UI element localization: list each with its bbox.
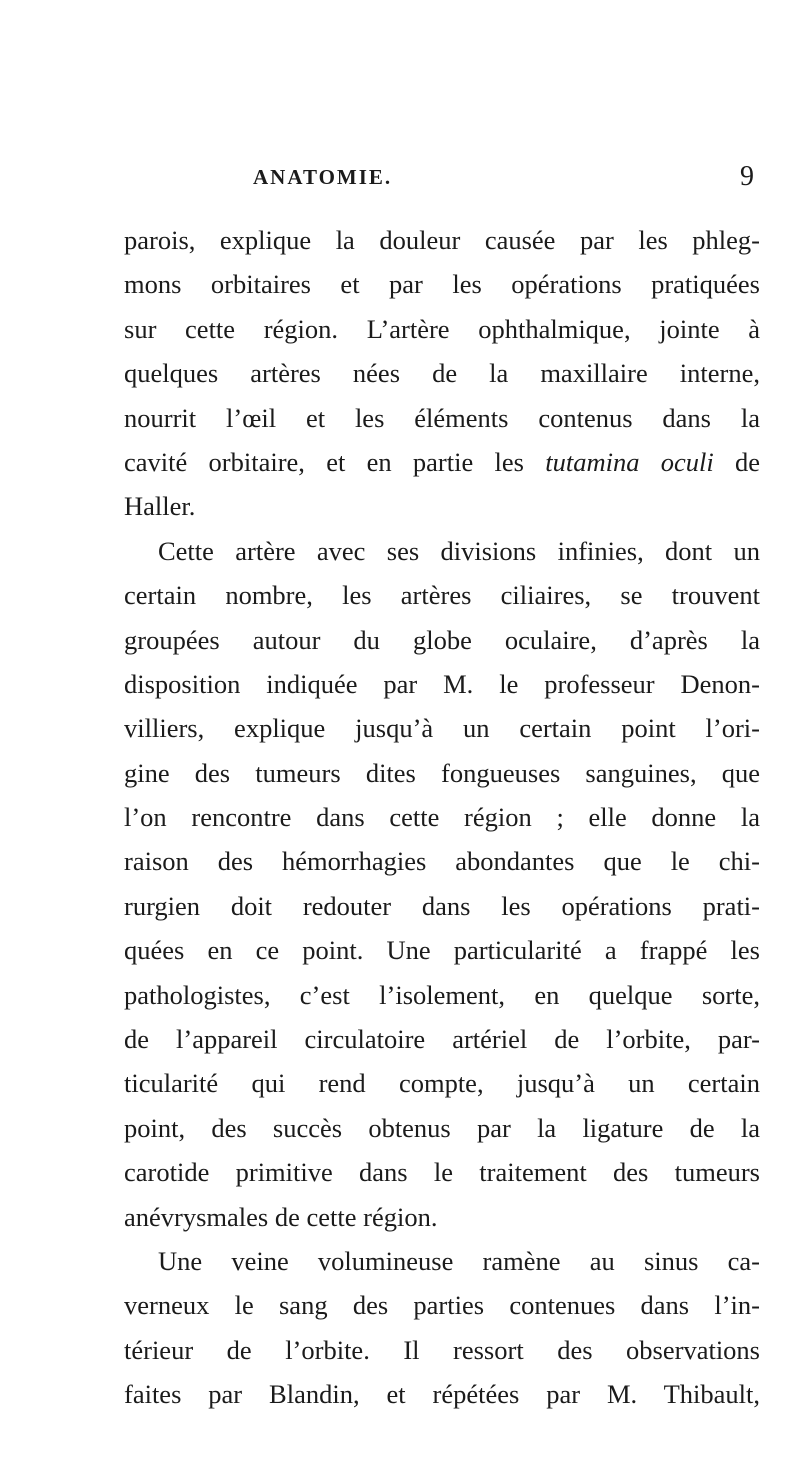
text-line: parois, explique la douleur causée par les phleg- xyxy=(124,225,760,255)
text-segment: de xyxy=(713,446,761,477)
text-line: rurgien doit redouter dans les opérations prati- xyxy=(124,890,760,921)
text-line: sur cette région. L’artère ophthalmique, jointe à xyxy=(124,313,760,344)
text-line: groupées autour du globe oculaire, d’après la xyxy=(124,624,760,655)
text-line: ticularité qui rend compte, jusqu’à un certain xyxy=(124,1068,760,1099)
text-line: nourrit l’œil et les éléments contenus dans la xyxy=(124,402,760,433)
text-line: raison des hémorrhagies abondantes que le chi- xyxy=(124,846,760,877)
text-line: disposition indiquée par M. le professeur Denon- xyxy=(124,668,760,699)
body-text xyxy=(124,218,760,1417)
page-number: 9 xyxy=(740,161,754,192)
text-line: Une veine volumineuse ramène au sinus ca- xyxy=(158,1245,760,1276)
paragraph xyxy=(124,218,760,529)
text-line: Cette artère avec ses divisions infinies, dont un xyxy=(158,535,760,566)
text-line: l’on rencontre dans cette région ; elle donne la xyxy=(124,802,760,833)
running-title: ANATOMIE. xyxy=(253,165,393,189)
text-line xyxy=(124,440,760,484)
text-line: faites par Blandin, et répétées par M. Thibault, xyxy=(124,1379,760,1410)
text-line: de l’appareil circulatoire artériel de l’orbite, par- xyxy=(124,1024,760,1055)
running-head xyxy=(253,161,758,195)
text-line: quées en ce point. Une particularité a frappé les xyxy=(124,935,760,966)
paragraph xyxy=(124,529,760,1239)
text-line: anévrysmales de cette région. xyxy=(124,1201,438,1232)
text-line: certain nombre, les artères ciliaires, se trouvent xyxy=(124,580,760,611)
text-line: carotide primitive dans le traitement des tumeurs xyxy=(124,1157,760,1188)
text-line: gine des tumeurs dites fongueuses sanguines, que xyxy=(124,757,760,788)
text-line: mons orbitaires et par les opérations pratiquées xyxy=(124,269,760,300)
text-line: villiers, explique jusqu’à un certain point l’ori- xyxy=(124,713,760,744)
text-segment: cavité orbitaire, et en partie les xyxy=(124,446,546,477)
text-line: point, des succès obtenus par la ligature de la xyxy=(124,1112,760,1143)
text-line: Haller. xyxy=(124,491,196,522)
text-line: pathologistes, c’est l’isolement, en quelque sorte, xyxy=(124,979,760,1010)
paragraph xyxy=(124,1239,760,1417)
italic-latin-term: tutamina oculi xyxy=(545,446,714,477)
text-line: térieur de l’orbite. Il ressort des observations xyxy=(124,1334,760,1365)
text-line: quelques artères nées de la maxillaire interne, xyxy=(124,358,760,389)
text-line: verneux le sang des parties contenues dans l’in- xyxy=(124,1290,760,1321)
